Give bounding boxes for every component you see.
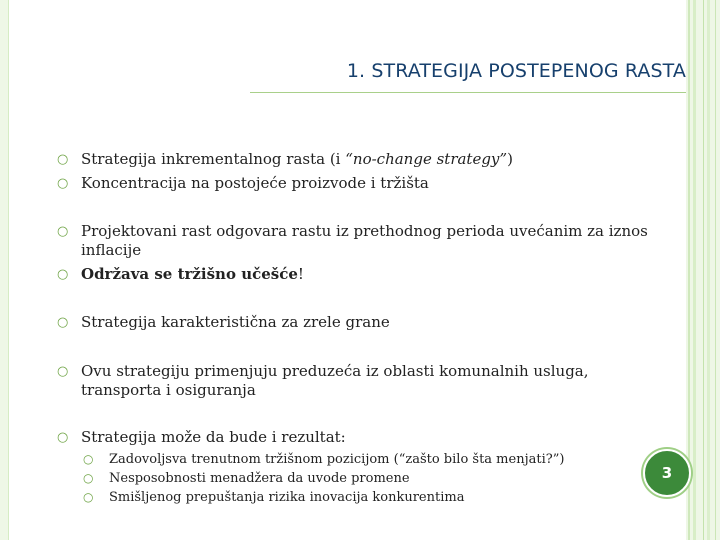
hollow-circle-icon: ○ (83, 471, 94, 485)
hollow-circle-icon: ○ (57, 152, 69, 167)
left-frame-line (8, 0, 9, 540)
left-frame-band (0, 0, 8, 540)
sub-bullet-text: Smišljenog prepuštanja rizika inovacija konkurentima (109, 490, 465, 505)
hollow-circle-icon: ○ (57, 224, 69, 239)
right-stripe (715, 0, 716, 540)
bullet-item (57, 265, 687, 284)
bullet-text: Strategija karakteristična za zrele grane (81, 313, 390, 331)
right-stripe (693, 0, 696, 540)
sub-bullet-text: Zadovoljsva trenutnom tržišnom pozicijom (“zašto bilo šta menjati?”) (109, 452, 565, 467)
sub-bullet-item (83, 451, 603, 468)
page-number-badge: 3 (643, 449, 691, 497)
bullet-text (81, 362, 687, 400)
sub-bullet-text: Nesposobnosti menadžera da uvode promene (109, 471, 410, 486)
hollow-circle-icon: ○ (57, 315, 69, 330)
hollow-circle-icon: ○ (57, 176, 69, 191)
bullet-text-line: transporta i osiguranja (81, 381, 256, 399)
bullet-text-plain: ! (297, 265, 304, 283)
bullet-text (81, 265, 687, 284)
hollow-circle-icon: ○ (57, 364, 69, 379)
right-stripe (688, 0, 690, 540)
slide-title: 1. STRATEGIJA POSTEPENOG RASTA (346, 60, 686, 82)
right-stripe (703, 0, 704, 540)
bullet-item (57, 313, 687, 332)
title-underline (250, 92, 686, 93)
hollow-circle-icon: ○ (57, 430, 69, 445)
bullet-item (57, 174, 687, 193)
right-stripe (707, 0, 710, 540)
sub-bullet-item (83, 470, 603, 487)
bullet-item (57, 222, 687, 260)
bullet-text-plain: Strategija inkrementalnog rasta (i (81, 150, 346, 168)
right-frame-band (686, 0, 720, 540)
bullet-item (57, 428, 687, 447)
hollow-circle-icon: ○ (83, 452, 94, 466)
bullet-item (57, 362, 687, 400)
bullet-text (81, 150, 687, 169)
bullet-text-bold: Održava se tržišno učešće (81, 265, 298, 283)
bullet-text (81, 222, 687, 260)
bullet-text-line: Ovu strategiju primenjuju preduzeća iz oblasti komunalnih usluga, (81, 362, 589, 380)
bullet-item (57, 150, 687, 169)
bullet-text: Koncentracija na postojeće proizvode i tržišta (81, 174, 429, 192)
bullet-text-italic: “no-change strategy” (345, 150, 508, 168)
hollow-circle-icon: ○ (57, 267, 69, 282)
bullet-text: Strategija može da bude i rezultat: (81, 428, 346, 446)
sub-bullet-item (83, 489, 603, 506)
bullet-text-line: inflacije (81, 241, 142, 259)
bullet-text-plain: ) (507, 150, 513, 168)
hollow-circle-icon: ○ (83, 490, 94, 504)
bullet-text-line: Projektovani rast odgovara rastu iz prethodnog perioda uvećanim za iznos (81, 222, 648, 240)
